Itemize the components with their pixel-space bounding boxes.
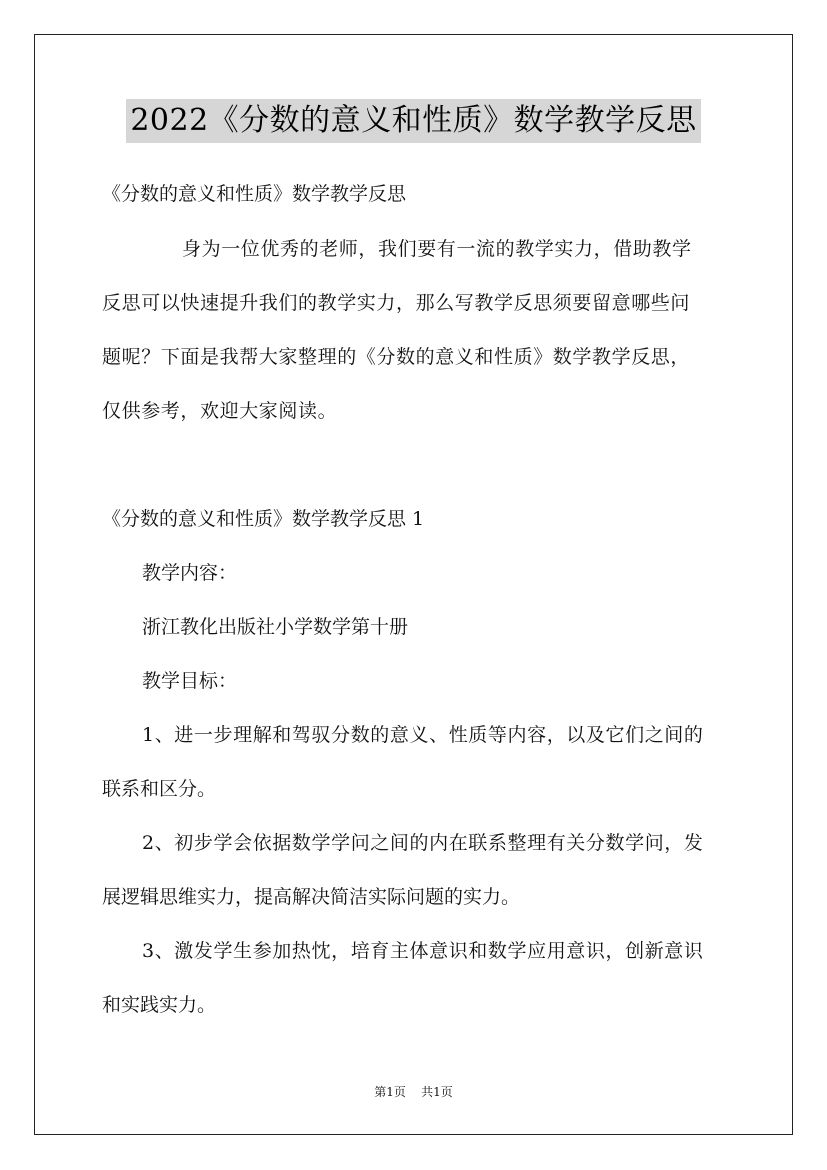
intro-line-3: 题呢？下面是我帮大家整理的《分数的意义和性质》数学教学反思， (102, 346, 691, 368)
intro-line-1: 身为一位优秀的老师，我们要有一流的教学实力，借助教学 (182, 238, 692, 260)
goal-line-4: 展逻辑思维实力，提高解决简洁实际问题的实力。 (102, 886, 521, 908)
content-text: 浙江教化出版社小学数学第十册 (142, 616, 409, 638)
intro-line-2: 反思可以快速提升我们的教学实力，那么写教学反思须要留意哪些问 (102, 292, 691, 314)
document-title-wrap (0, 99, 827, 143)
page-total: 共1页 (421, 1085, 453, 1099)
section-heading: 《分数的意义和性质》数学教学反思 1 (102, 508, 425, 530)
document-title: 2022《分数的意义和性质》数学教学反思 (126, 99, 700, 143)
intro-line-4: 仅供参考，欢迎大家阅读。 (102, 400, 338, 422)
page-footer (0, 1084, 827, 1100)
goals-label: 教学目标： (142, 670, 238, 692)
goal-line-2: 联系和区分。 (102, 778, 217, 800)
content-label: 教学内容： (142, 562, 238, 584)
goal-line-1: 1、进一步理解和驾驭分数的意义、性质等内容，以及它们之间的 (142, 724, 704, 746)
goal-line-5: 3、激发学生参加热忱，培育主体意识和数学应用意识，创新意识 (142, 940, 704, 962)
goal-line-6: 和实践实力。 (102, 994, 217, 1016)
subtitle: 《分数的意义和性质》数学教学反思 (102, 183, 407, 205)
page-number: 第1页 (374, 1085, 406, 1099)
goal-line-3: 2、初步学会依据数学学问之间的内在联系整理有关分数学问，发 (142, 832, 704, 854)
